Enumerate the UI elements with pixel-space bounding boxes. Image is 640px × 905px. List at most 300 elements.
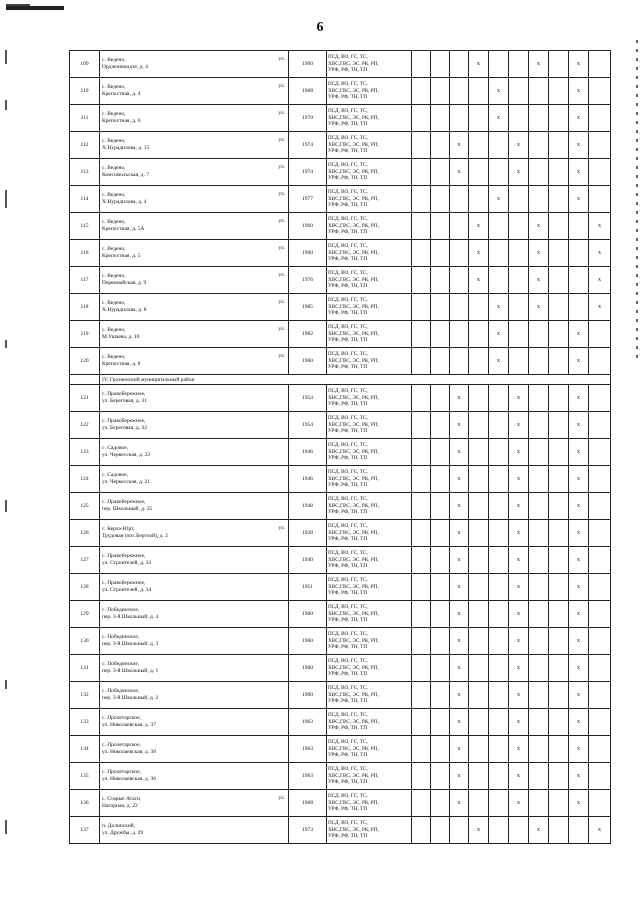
- works-list: ПСД, ВО, ГС, ТС, ХВС,ГВС, ЭС, РК, РП, УРФ, РФ, ТН, ТП: [327, 159, 412, 186]
- check-mark: х: [569, 493, 589, 520]
- empty-cell: [549, 520, 569, 547]
- object-address: [100, 159, 289, 186]
- empty-cell: [589, 520, 611, 547]
- empty-cell: [431, 790, 450, 817]
- row-number: 115: [70, 213, 100, 240]
- empty-cell: [589, 105, 611, 132]
- empty-cell: [469, 709, 489, 736]
- empty-cell: [569, 240, 589, 267]
- empty-cell: [509, 267, 529, 294]
- empty-cell: [549, 159, 569, 186]
- address-line-2: ул. Строителей, д. 33: [102, 560, 152, 566]
- table-row: [70, 51, 611, 78]
- empty-cell: [450, 186, 469, 213]
- build-year: 1954: [289, 385, 327, 412]
- check-mark: х: [450, 520, 469, 547]
- empty-cell: [489, 159, 509, 186]
- check-mark: х: [450, 547, 469, 574]
- table-body-grozny: [70, 385, 611, 844]
- empty-cell: [529, 601, 549, 628]
- empty-cell: [509, 240, 529, 267]
- check-mark: х: [529, 240, 549, 267]
- address-line-1: с. Побединское,: [102, 661, 140, 667]
- address-line-1: с. Садовое,: [102, 445, 129, 451]
- empty-cell: [589, 466, 611, 493]
- empty-cell: [412, 267, 431, 294]
- empty-cell: [412, 817, 431, 844]
- empty-cell: [412, 51, 431, 78]
- row-number: 126: [70, 520, 100, 547]
- empty-cell: [529, 385, 549, 412]
- table-row: [70, 709, 611, 736]
- check-mark: х: [569, 628, 589, 655]
- empty-cell: [469, 132, 489, 159]
- address-street-type: ул.: [278, 299, 285, 305]
- empty-cell: [469, 385, 489, 412]
- empty-cell: [431, 682, 450, 709]
- empty-cell: [431, 439, 450, 466]
- object-address: [100, 240, 289, 267]
- empty-cell: [489, 736, 509, 763]
- object-address: [100, 78, 289, 105]
- address-line-1: с. Керла-Юрт,: [102, 526, 135, 532]
- empty-cell: [569, 817, 589, 844]
- check-mark: х: [509, 439, 529, 466]
- check-mark: х: [469, 213, 489, 240]
- empty-cell: [549, 132, 569, 159]
- table-row: [70, 574, 611, 601]
- build-year: 1960: [289, 213, 327, 240]
- table-row: [70, 790, 611, 817]
- empty-cell: [412, 240, 431, 267]
- works-list: ПСД, ВО, ГС, ТС, ХВС,ГВС, ЭС, РК, РП, УРФ, РФ, ТН, ТП: [327, 466, 412, 493]
- check-mark: х: [569, 321, 589, 348]
- empty-cell: [412, 655, 431, 682]
- table-row: [70, 628, 611, 655]
- table-row: [70, 493, 611, 520]
- check-mark: х: [509, 601, 529, 628]
- empty-cell: [412, 385, 431, 412]
- row-number: 111: [70, 105, 100, 132]
- empty-cell: [489, 466, 509, 493]
- empty-cell: [589, 132, 611, 159]
- check-mark: х: [469, 240, 489, 267]
- empty-cell: [489, 520, 509, 547]
- check-mark: х: [569, 655, 589, 682]
- address-line-2: Комсомольская, д. 7: [102, 172, 150, 178]
- address-line-1: с. Правобережное,: [102, 391, 146, 397]
- empty-cell: [549, 240, 569, 267]
- address-line-1: с. Побединское,: [102, 634, 140, 640]
- empty-cell: [412, 763, 431, 790]
- table-row: [70, 682, 611, 709]
- empty-cell: [589, 321, 611, 348]
- empty-cell: [569, 213, 589, 240]
- address-line-1: с. Ведено,: [102, 327, 126, 333]
- check-mark: х: [569, 412, 589, 439]
- empty-cell: [450, 105, 469, 132]
- check-mark: х: [509, 574, 529, 601]
- address-line-2: Крепостная, д. 5А: [102, 226, 145, 232]
- empty-cell: [450, 348, 469, 375]
- empty-cell: [549, 763, 569, 790]
- object-address: [100, 520, 289, 547]
- works-list: ПСД, ВО, ГС, ТС, ХВС,ГВС, ЭС, РК, РП, УРФ, РФ, ТН, ТП: [327, 267, 412, 294]
- empty-cell: [549, 51, 569, 78]
- empty-cell: [412, 790, 431, 817]
- row-number: 131: [70, 655, 100, 682]
- check-mark: х: [509, 385, 529, 412]
- empty-cell: [489, 763, 509, 790]
- check-mark: х: [569, 78, 589, 105]
- empty-cell: [509, 348, 529, 375]
- object-address: [100, 709, 289, 736]
- empty-cell: [412, 159, 431, 186]
- empty-cell: [412, 294, 431, 321]
- empty-cell: [450, 240, 469, 267]
- address-line-2: Х.Нурадилова, д. 4: [102, 199, 147, 205]
- empty-cell: [412, 628, 431, 655]
- objects-table: [69, 50, 611, 844]
- empty-cell: [469, 547, 489, 574]
- address-line-1: с. Ведено,: [102, 57, 126, 63]
- empty-cell: [469, 159, 489, 186]
- row-number: 112: [70, 132, 100, 159]
- empty-cell: [529, 105, 549, 132]
- check-mark: х: [569, 105, 589, 132]
- table-row: [70, 186, 611, 213]
- empty-cell: [412, 682, 431, 709]
- check-mark: х: [450, 385, 469, 412]
- empty-cell: [469, 321, 489, 348]
- empty-cell: [529, 412, 549, 439]
- empty-cell: [489, 682, 509, 709]
- empty-cell: [489, 574, 509, 601]
- empty-cell: [589, 601, 611, 628]
- empty-cell: [569, 267, 589, 294]
- build-year: 1985: [289, 294, 327, 321]
- empty-cell: [589, 493, 611, 520]
- object-address: [100, 213, 289, 240]
- works-list: ПСД, ВО, ГС, ТС, ХВС,ГВС, ЭС, РК, РП, УРФ, РФ, ТН, ТП: [327, 655, 412, 682]
- address-line-1: с. Ведено,: [102, 219, 126, 225]
- object-address: [100, 267, 289, 294]
- check-mark: х: [489, 294, 509, 321]
- empty-cell: [529, 763, 549, 790]
- table-row: [70, 321, 611, 348]
- empty-cell: [412, 601, 431, 628]
- check-mark: х: [450, 601, 469, 628]
- build-year: 1928: [289, 520, 327, 547]
- empty-cell: [549, 709, 569, 736]
- empty-cell: [469, 412, 489, 439]
- address-street-type: ул.: [278, 353, 285, 359]
- check-mark: х: [509, 159, 529, 186]
- empty-cell: [412, 520, 431, 547]
- empty-cell: [549, 267, 569, 294]
- check-mark: х: [450, 628, 469, 655]
- row-number: 121: [70, 385, 100, 412]
- works-list: ПСД, ВО, ГС, ТС, ХВС,ГВС, ЭС, РК, РП, УРФ, РФ, ТН, ТП: [327, 682, 412, 709]
- address-line-2: ул. Николаевская, д. 37: [102, 722, 156, 728]
- empty-cell: [412, 78, 431, 105]
- build-year: 1963: [289, 709, 327, 736]
- check-mark: х: [450, 790, 469, 817]
- address-line-2: Х.Нурадилова, д. 15: [102, 145, 150, 151]
- empty-cell: [529, 736, 549, 763]
- address-line-2: ул. Черкесская, д. 21: [102, 479, 151, 485]
- table-section: [70, 375, 611, 385]
- empty-cell: [431, 520, 450, 547]
- works-list: ПСД, ВО, ГС, ТС, ХВС,ГВС, ЭС, РК, РП, УРФ, РФ, ТН, ТП: [327, 628, 412, 655]
- table-row: [70, 159, 611, 186]
- empty-cell: [529, 439, 549, 466]
- address-street-type: ул.: [278, 326, 285, 332]
- empty-cell: [431, 159, 450, 186]
- row-number: 114: [70, 186, 100, 213]
- check-mark: х: [589, 240, 611, 267]
- address-line-1: с. Пролетарское,: [102, 769, 141, 775]
- works-list: ПСД, ВО, ГС, ТС, ХВС,ГВС, ЭС, РК, РП, УРФ, РФ, ТН, ТП: [327, 294, 412, 321]
- empty-cell: [450, 817, 469, 844]
- address-line-1: с. Ведено,: [102, 354, 126, 360]
- check-mark: х: [569, 51, 589, 78]
- empty-cell: [412, 348, 431, 375]
- empty-cell: [489, 709, 509, 736]
- empty-cell: [469, 628, 489, 655]
- empty-cell: [489, 51, 509, 78]
- works-list: ПСД, ВО, ГС, ТС, ХВС,ГВС, ЭС, РК, РП, УРФ, РФ, ТН, ТП: [327, 493, 412, 520]
- empty-cell: [529, 574, 549, 601]
- works-list: ПСД, ВО, ГС, ТС, ХВС,ГВС, ЭС, РК, РП, УРФ, РФ, ТН, ТП: [327, 412, 412, 439]
- check-mark: х: [469, 817, 489, 844]
- check-mark: х: [489, 105, 509, 132]
- empty-cell: [412, 132, 431, 159]
- object-address: [100, 736, 289, 763]
- check-mark: х: [569, 547, 589, 574]
- address-line-1: п. Долинский,: [102, 823, 136, 829]
- empty-cell: [469, 348, 489, 375]
- check-mark: х: [509, 547, 529, 574]
- address-line-2: Трудовая (пос.Бертхой), д. 2: [102, 533, 168, 539]
- empty-cell: [549, 547, 569, 574]
- build-year: 1977: [289, 186, 327, 213]
- empty-cell: [589, 159, 611, 186]
- object-address: [100, 763, 289, 790]
- check-mark: х: [450, 132, 469, 159]
- empty-cell: [529, 682, 549, 709]
- empty-cell: [469, 736, 489, 763]
- check-mark: х: [489, 321, 509, 348]
- empty-cell: [529, 628, 549, 655]
- object-address: [100, 385, 289, 412]
- empty-cell: [431, 709, 450, 736]
- empty-cell: [549, 439, 569, 466]
- address-street-type: ул.: [278, 56, 285, 62]
- page-number: 6: [316, 20, 324, 35]
- check-mark: х: [509, 763, 529, 790]
- check-mark: х: [529, 817, 549, 844]
- empty-cell: [549, 105, 569, 132]
- empty-cell: [549, 213, 569, 240]
- address-line-1: с. Побединское,: [102, 688, 140, 694]
- check-mark: х: [489, 186, 509, 213]
- empty-cell: [549, 186, 569, 213]
- empty-cell: [469, 520, 489, 547]
- row-number: 110: [70, 78, 100, 105]
- check-mark: х: [450, 763, 469, 790]
- check-mark: х: [569, 348, 589, 375]
- empty-cell: [489, 385, 509, 412]
- table-row: [70, 348, 611, 375]
- empty-cell: [412, 709, 431, 736]
- empty-cell: [431, 763, 450, 790]
- empty-cell: [549, 628, 569, 655]
- row-number: 125: [70, 493, 100, 520]
- empty-cell: [589, 51, 611, 78]
- check-mark: х: [509, 682, 529, 709]
- scan-edge-marks: [5, 40, 9, 860]
- empty-cell: [489, 439, 509, 466]
- table-row: [70, 240, 611, 267]
- row-number: 124: [70, 466, 100, 493]
- check-mark: х: [469, 51, 489, 78]
- empty-cell: [431, 601, 450, 628]
- object-address: [100, 547, 289, 574]
- empty-cell: [549, 321, 569, 348]
- empty-cell: [529, 78, 549, 105]
- empty-cell: [469, 78, 489, 105]
- empty-cell: [469, 105, 489, 132]
- empty-cell: [431, 294, 450, 321]
- address-line-2: ул. Береговая, д. 31: [102, 398, 147, 404]
- empty-cell: [529, 493, 549, 520]
- check-mark: х: [569, 709, 589, 736]
- row-number: 132: [70, 682, 100, 709]
- address-line-1: с. Ведено,: [102, 111, 126, 117]
- address-street-type: ул.: [278, 218, 285, 224]
- object-address: [100, 655, 289, 682]
- object-address: [100, 348, 289, 375]
- row-number: 123: [70, 439, 100, 466]
- empty-cell: [412, 105, 431, 132]
- empty-cell: [431, 493, 450, 520]
- works-list: ПСД, ВО, ГС, ТС, ХВС,ГВС, ЭС, РК, РП, УРФ, РФ, ТН, ТП: [327, 709, 412, 736]
- empty-cell: [549, 294, 569, 321]
- table-row: [70, 520, 611, 547]
- empty-cell: [412, 574, 431, 601]
- address-line-1: с. Пролетарское,: [102, 715, 141, 721]
- table-body-vedeno: [70, 51, 611, 375]
- empty-cell: [431, 321, 450, 348]
- address-line-2: ул. Николаевская, д. 38: [102, 749, 156, 755]
- scan-artifact: [6, 6, 64, 10]
- check-mark: х: [529, 213, 549, 240]
- address-line-2: ул. Николаевская, д. 36: [102, 776, 156, 782]
- table-row: [70, 601, 611, 628]
- table-row: [70, 547, 611, 574]
- object-address: [100, 682, 289, 709]
- object-address: [100, 186, 289, 213]
- check-mark: х: [569, 385, 589, 412]
- build-year: 1940: [289, 547, 327, 574]
- build-year: 1948: [289, 493, 327, 520]
- works-list: ПСД, ВО, ГС, ТС, ХВС,ГВС, ЭС, РК, РП, УРФ, РФ, ТН, ТП: [327, 601, 412, 628]
- empty-cell: [589, 790, 611, 817]
- empty-cell: [489, 213, 509, 240]
- table-row: [70, 132, 611, 159]
- row-number: 120: [70, 348, 100, 375]
- empty-cell: [529, 321, 549, 348]
- check-mark: х: [569, 790, 589, 817]
- object-address: [100, 439, 289, 466]
- table-row: [70, 817, 611, 844]
- check-mark: х: [509, 655, 529, 682]
- works-list: ПСД, ВО, ГС, ТС, ХВС,ГВС, ЭС, РК, РП, УРФ, РФ, ТН, ТП: [327, 78, 412, 105]
- row-number: 127: [70, 547, 100, 574]
- empty-cell: [431, 547, 450, 574]
- empty-cell: [412, 439, 431, 466]
- address-line-2: пер. 3-й Школьный, д. 1: [102, 668, 159, 674]
- address-line-1: с. Правобережное,: [102, 418, 146, 424]
- empty-cell: [489, 493, 509, 520]
- check-mark: х: [509, 493, 529, 520]
- check-mark: х: [529, 51, 549, 78]
- row-number: 128: [70, 574, 100, 601]
- build-year: 1954: [289, 412, 327, 439]
- address-line-1: с. Правобережное,: [102, 553, 146, 559]
- works-list: ПСД, ВО, ГС, ТС, ХВС,ГВС, ЭС, РК, РП, УРФ, РФ, ТН, ТП: [327, 51, 412, 78]
- empty-cell: [489, 628, 509, 655]
- table-row: [70, 439, 611, 466]
- address-line-1: с. Старые Атаги,: [102, 796, 142, 802]
- empty-cell: [509, 78, 529, 105]
- works-list: ПСД, ВО, ГС, ТС, ХВС,ГВС, ЭС, РК, РП, УРФ, РФ, ТН, ТП: [327, 790, 412, 817]
- check-mark: х: [450, 439, 469, 466]
- empty-cell: [431, 574, 450, 601]
- check-mark: х: [569, 159, 589, 186]
- check-mark: х: [569, 186, 589, 213]
- check-mark: х: [469, 267, 489, 294]
- address-street-type: ул.: [278, 525, 285, 531]
- check-mark: х: [509, 628, 529, 655]
- check-mark: х: [569, 132, 589, 159]
- check-mark: х: [569, 682, 589, 709]
- empty-cell: [529, 466, 549, 493]
- object-address: [100, 628, 289, 655]
- check-mark: х: [509, 709, 529, 736]
- build-year: 1968: [289, 790, 327, 817]
- empty-cell: [509, 51, 529, 78]
- empty-cell: [431, 186, 450, 213]
- check-mark: х: [509, 790, 529, 817]
- object-address: [100, 817, 289, 844]
- empty-cell: [412, 493, 431, 520]
- empty-cell: [589, 763, 611, 790]
- check-mark: х: [569, 736, 589, 763]
- object-address: [100, 132, 289, 159]
- address-street-type: ул.: [278, 272, 285, 278]
- check-mark: х: [569, 520, 589, 547]
- works-list: ПСД, ВО, ГС, ТС, ХВС,ГВС, ЭС, РК, РП, УРФ, РФ, ТН, ТП: [327, 186, 412, 213]
- empty-cell: [509, 105, 529, 132]
- empty-cell: [589, 412, 611, 439]
- address-line-2: Крепостная, д. 6: [102, 118, 141, 124]
- empty-cell: [529, 520, 549, 547]
- empty-cell: [589, 736, 611, 763]
- empty-cell: [589, 709, 611, 736]
- empty-cell: [412, 321, 431, 348]
